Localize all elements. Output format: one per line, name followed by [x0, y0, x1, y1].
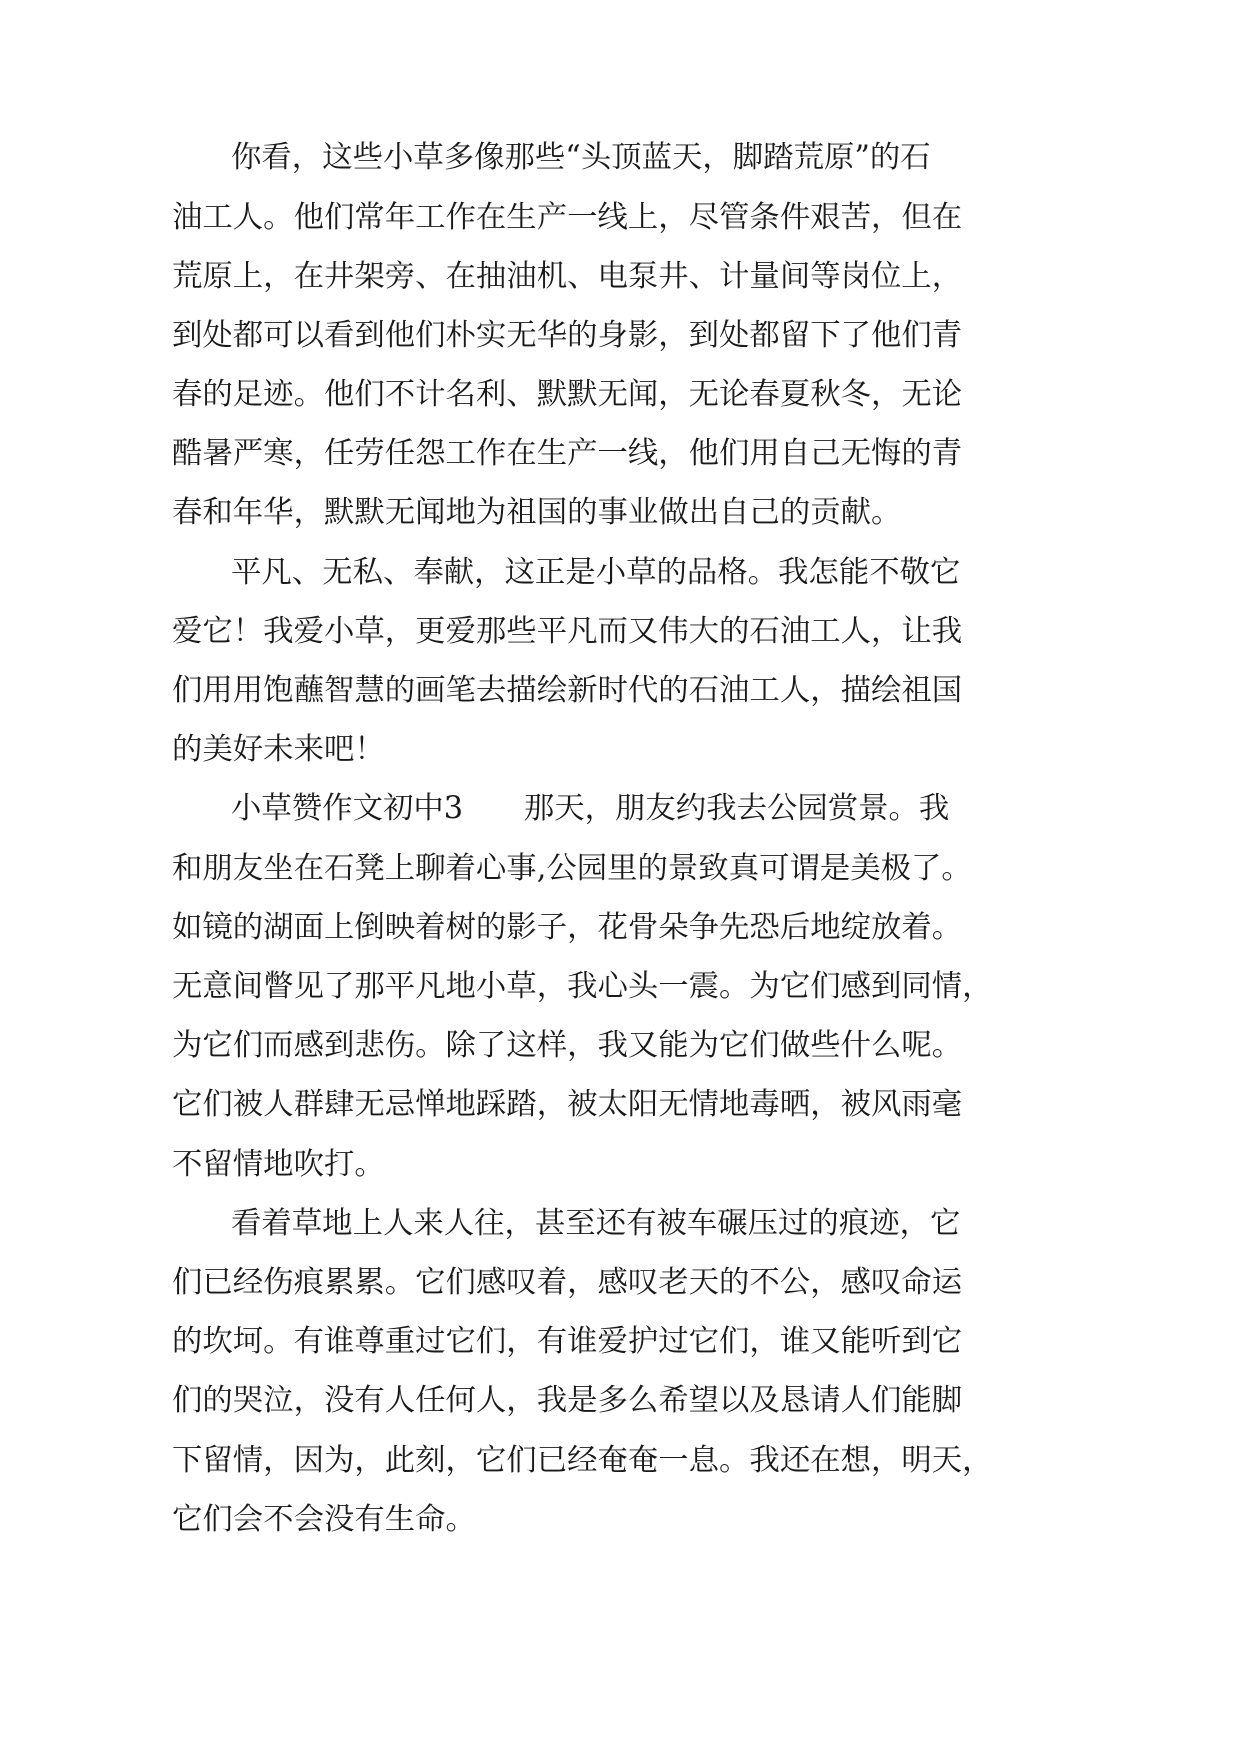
- text-line: 到处都可以看到他们朴实无华的身影，到处都留下了他们青: [172, 318, 963, 353]
- text-line: 它们会不会没有生命。: [172, 1502, 476, 1537]
- text-line: 爱它！我爱小草，更爱那些平凡而又伟大的石油工人，让我: [172, 614, 963, 649]
- text-line: 如镜的湖面上倒映着树的影子，花骨朵争先恐后地绽放着。: [172, 910, 963, 945]
- text-line: 酷暑严寒，任劳任怨工作在生产一线，他们用自己无悔的青: [172, 436, 963, 471]
- text-line: 春和年华，默默无闻地为祖国的事业做出自己的贡献。: [172, 495, 902, 530]
- text-line: 无意间瞥见了那平凡地小草，我心头一震。为它们感到同情，: [172, 969, 993, 1004]
- text-line: 小草赞作文初中3 那天，朋友约我去公园赏景。我: [231, 791, 950, 826]
- text-line: 们的哭泣，没有人任何人，我是多么希望以及恳请人们能脚: [172, 1383, 963, 1418]
- text-line: 的坎坷。有谁尊重过它们，有谁爱护过它们，谁又能听到它: [172, 1324, 963, 1359]
- text-line: 们已经伤痕累累。它们感叹着，感叹老天的不公，感叹命运: [172, 1265, 963, 1300]
- text-line: 平凡、无私、奉献，这正是小草的品格。我怎能不敬它: [231, 555, 961, 590]
- text-line: 的美好未来吧！: [172, 732, 385, 767]
- text-line: 油工人。他们常年工作在生产一线上，尽管条件艰苦，但在: [172, 200, 963, 235]
- text-line: 你看，这些小草多像那些“头顶蓝天，脚踏荒原”的石: [231, 140, 931, 175]
- text-line: 荒原上，在井架旁、在抽油机、电泵井、计量间等岗位上，: [172, 259, 963, 294]
- text-line: 看着草地上人来人往，甚至还有被车碾压过的痕迹，它: [231, 1206, 961, 1241]
- text-line: 下留情，因为，此刻，它们已经奄奄一息。我还在想，明天，: [172, 1443, 993, 1478]
- text-line: 们用用饱蘸智慧的画笔去描绘新时代的石油工人，描绘祖国: [172, 673, 963, 708]
- text-line: 不留情地吹打。: [172, 1147, 385, 1182]
- text-line: 为它们而感到悲伤。除了这样，我又能为它们做些什么呢。: [172, 1028, 963, 1063]
- text-line: 春的足迹。他们不计名利、默默无闻，无论春夏秋冬，无论: [172, 377, 963, 412]
- text-line: 和朋友坐在石凳上聊着心事,公园里的景致真可谓是美极了。: [172, 851, 972, 886]
- text-line: 它们被人群肆无忌惮地踩踏，被太阳无情地毒晒，被风雨毫: [172, 1087, 963, 1122]
